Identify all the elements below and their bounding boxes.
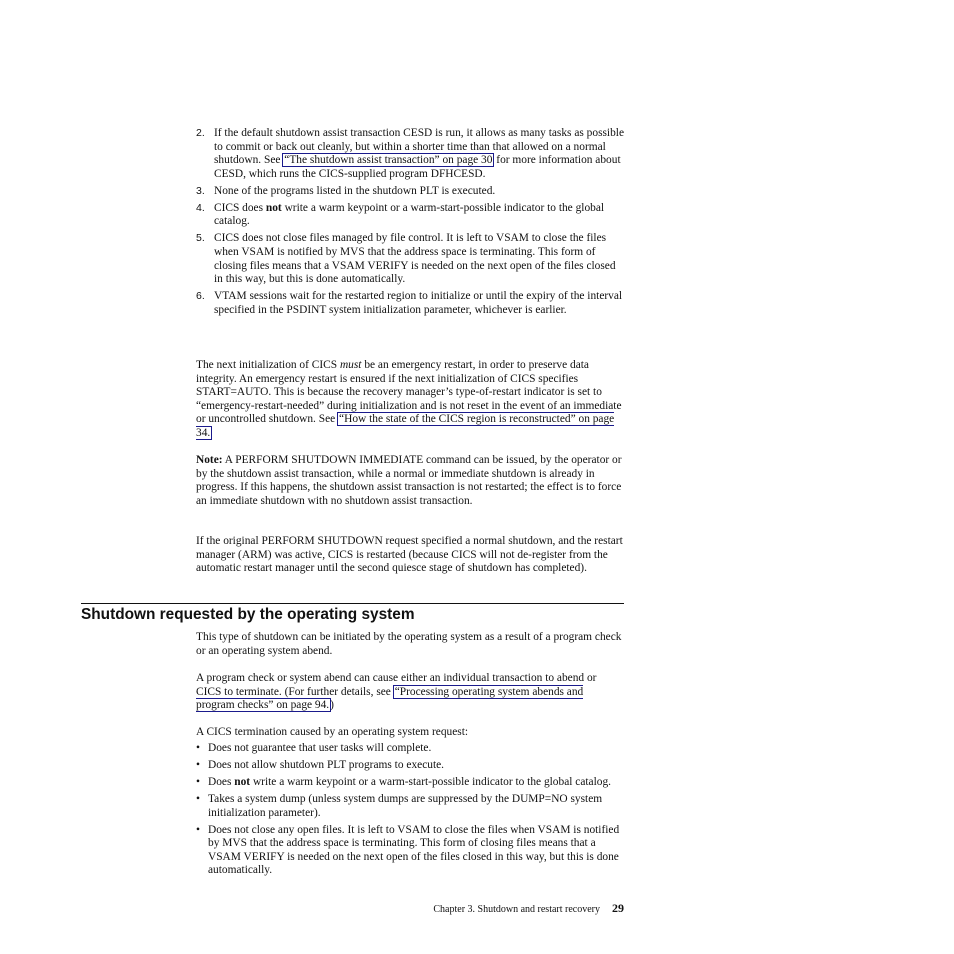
list-text: Does not close any open files. It is left to VSAM to close the files when VSAM is notified by MVS that the address space is terminating. This form of closing files means that a VSAM VERIFY is needed on the next open of the files closed in this way, but this is done automatically. xyxy=(208,823,620,877)
list-item xyxy=(196,742,624,756)
list-text: None of the programs listed in the shutdown PLT is executed. xyxy=(214,184,496,197)
list-number: 2. xyxy=(196,127,205,139)
note-text: A PERFORM SHUTDOWN IMMEDIATE command can be issued, by the operator or by the shutdown assist transaction, while a normal or immediate shutdown is already in progress. If this happens, the shutdown assist transaction is not restarted; the effect is to force an immediate shutdown with no shutdown assist transaction. xyxy=(196,454,622,507)
page-number: 29 xyxy=(612,901,624,915)
list-item xyxy=(196,127,624,181)
list-item xyxy=(196,759,624,773)
list-text: write a warm keypoint or a warm-start-possible indicator to the global catalog. xyxy=(250,775,612,788)
list-text: Takes a system dump (unless system dumps are suppressed by the DUMP=NO system initialization parameter). xyxy=(208,792,603,819)
emphasis-must: must xyxy=(339,359,362,371)
section-heading: Shutdown requested by the operating system xyxy=(81,606,415,623)
termination-effects-list xyxy=(196,742,624,881)
arm-paragraph: If the original PERFORM SHUTDOWN request specified a normal shutdown, and the restart manager (ARM) was active, CICS is restarted (because CICS will not de-register from the automatic restart manager until the second quiesce stage of shutdown has completed). xyxy=(196,535,623,575)
section-intro-paragraph: This type of shutdown can be initiated by the operating system as a result of a program check or an operating system abend. xyxy=(196,631,622,657)
section-rule xyxy=(81,603,624,604)
list-number: 6. xyxy=(196,290,205,303)
list-number: 3. xyxy=(196,184,205,197)
paragraph-text: be an emergency restart, in order to preserve data integrity. An emergency restart is ensured if the next initialization of CICS specifies START=AUTO. This is because the recovery manager’s type-of-restart indicator is set to “emergency-restart-needed” during initialization and is not reset in the event of an immediate or uncontrolled shutdown. See xyxy=(196,359,622,426)
abend-paragraph xyxy=(196,672,624,713)
list-item xyxy=(196,232,624,286)
list-item xyxy=(196,824,624,878)
list-number: 5. xyxy=(196,232,205,245)
termination-lead-paragraph: A CICS termination caused by an operating system request: xyxy=(196,726,469,738)
bullet-icon: • xyxy=(196,742,200,754)
list-text: CICS does xyxy=(214,201,266,214)
list-text: write a warm keypoint or a warm-start-possible indicator to the global catalog. xyxy=(214,201,605,228)
list-item xyxy=(196,776,624,790)
list-text: Does not allow shutdown PLT programs to execute. xyxy=(208,758,445,771)
list-text: If the default shutdown assist transaction CESD is run, it allows as many tasks as possible to commit or back out cleanly, but within a shorter time than that allowed on a normal shutdown. See xyxy=(214,127,625,167)
list-text: Does xyxy=(208,775,235,788)
list-text: for more information about CESD, which runs the CICS-supplied program DFHCESD. xyxy=(214,154,621,180)
paragraph-text: The next initialization of CICS xyxy=(196,359,340,371)
note-label: Note: xyxy=(196,454,223,466)
paragraph-text: A program check or system abend can cause either an individual transaction to abend or CICS to terminate. (For further details, see xyxy=(196,672,597,698)
list-item xyxy=(196,290,624,317)
list-text: Does not guarantee that user tasks will complete. xyxy=(208,742,432,754)
emphasis-not: not xyxy=(234,775,251,788)
emergency-restart-paragraph xyxy=(196,359,624,441)
list-text: VTAM sessions wait for the restarted region to initialize or until the expiry of the interval specified in the PSDINT system initialization parameter, whichever is earlier. xyxy=(214,290,623,316)
bullet-icon: • xyxy=(196,775,200,788)
list-number: 4. xyxy=(196,201,205,214)
emphasis-not: not xyxy=(265,201,282,214)
paragraph-text: ) xyxy=(330,699,334,712)
link-shutdown-assist-transaction[interactable]: “The shutdown assist transaction” on page 30 xyxy=(284,154,493,167)
footer-chapter: Chapter 3. Shutdown and restart recovery xyxy=(433,904,600,915)
bullet-icon: • xyxy=(196,792,200,805)
link-processing-os-abends[interactable]: “Processing operating system abends and program checks” on page 94. xyxy=(196,685,584,712)
list-item xyxy=(196,793,624,820)
list-text: CICS does not close files managed by file control. It is left to VSAM to close the files when VSAM is notified by MVS that the address space is terminating. This form of closing files means that a VSAM VERIFY is needed on the next open of the files closed in this way, but this is done automatically. xyxy=(214,232,616,286)
list-item xyxy=(196,185,624,199)
bullet-icon: • xyxy=(196,758,200,771)
note-paragraph xyxy=(196,454,624,508)
bullet-icon: • xyxy=(196,823,200,836)
shutdown-effects-list xyxy=(196,127,624,321)
link-cics-region-reconstructed[interactable]: “How the state of the CICS region is reconstructed” on page 34. xyxy=(196,413,615,439)
page-footer xyxy=(433,901,624,917)
list-item xyxy=(196,202,624,229)
